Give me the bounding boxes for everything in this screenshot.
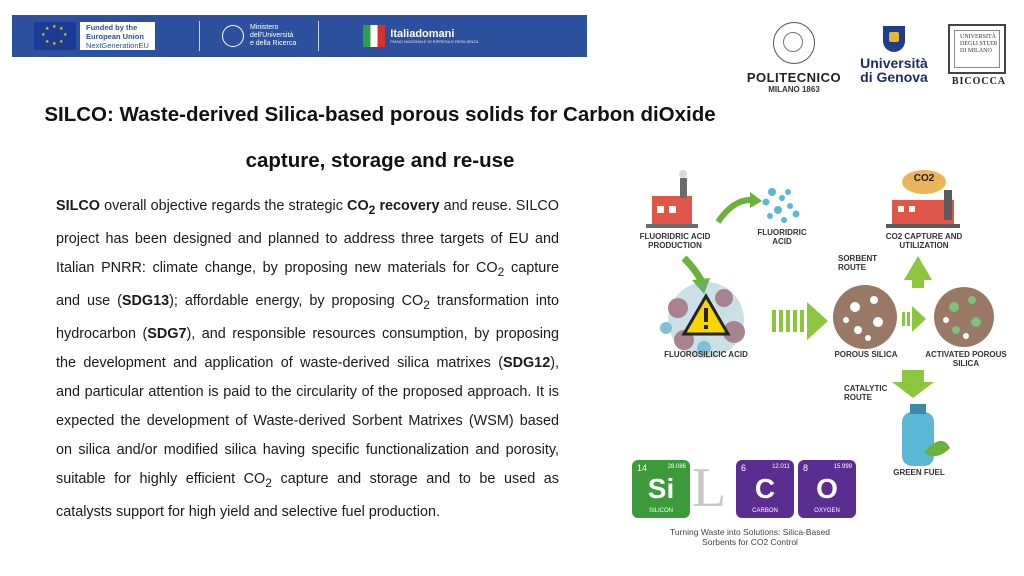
subscript: 2: [423, 297, 430, 312]
co2-bold-text: CO: [347, 198, 369, 214]
subscript: 2: [368, 202, 376, 217]
unige-shield-icon: [883, 26, 905, 52]
polimi-logo: [744, 22, 844, 94]
arrow-icon: [718, 200, 754, 222]
o-name: OXYGEN: [814, 508, 840, 514]
c-mass: 12.011: [772, 464, 790, 470]
label-catalytic-route: CATALYTIC ROUTE: [844, 384, 888, 402]
objective-paragraph: [56, 192, 559, 527]
italiadomani-text: Italiadomani: [390, 28, 455, 40]
bicocca-logo: [948, 24, 1010, 90]
text-run: transformation into hydrocarbon (: [56, 292, 559, 342]
italiadomani-subtitle: PIANO NAZIONALE DI RIPRESA E RESILIENZA: [390, 39, 479, 44]
label-porous-silica: POROUS SILICA: [834, 350, 898, 359]
logo-caption: [630, 527, 870, 547]
caption-line1: Turning Waste into Solutions: Silica-Based: [669, 527, 830, 537]
mur-line3: e della Ricerca: [249, 40, 297, 47]
eu-funding-text: [80, 22, 155, 50]
mur-line2: dell'Università: [249, 32, 294, 39]
title-line2: capture, storage and re-use: [245, 149, 515, 172]
process-diagram-graphic: [606, 170, 1006, 475]
eu-line3: NextGenerationEU: [86, 40, 149, 50]
si-mass: 28.086: [667, 464, 686, 470]
text-run: and reuse. SILCO project has been designed and planned to address three targets of EU and Italian PNRR: climate change, by proposing new materials for CO: [56, 198, 559, 276]
polimi-city: MILANO 1863: [768, 85, 820, 94]
o-mass: 15.999: [833, 464, 852, 470]
polimi-name: POLITECNICO: [746, 70, 842, 85]
text-run: ), and responsible resources consumption, by proposing the development and application of waste-derived silica matrixes (: [56, 325, 559, 371]
si-number: 14: [637, 463, 648, 473]
silco-bold: SILCO: [56, 198, 100, 214]
c-symbol: C: [754, 473, 776, 504]
eu-flag-icon: ★ ★ ★ ★ ★ ★ ★ ★: [34, 22, 76, 50]
sdg13-bold: SDG13: [121, 292, 170, 309]
oxygen-piece: [798, 460, 856, 518]
bicocca-name: BICOCCA: [951, 76, 1007, 87]
sdg7-bold: SDG7: [147, 325, 187, 342]
text-run: capture and use (: [56, 259, 560, 309]
process-diagram: [606, 170, 1006, 475]
c-number: 6: [741, 463, 747, 473]
bicocca-small-text: UNIVERSITÀ DEGLI STUDI DI MILANO: [960, 34, 998, 54]
mur-logo: [222, 24, 296, 48]
label-fluoridric-acid: FLUORIDRIC ACID: [757, 228, 807, 246]
label-sorbent-route: SORBENT ROUTE: [838, 254, 878, 272]
text-run: overall objective regards the strategic: [99, 198, 348, 214]
striped-arrow-icon: [772, 302, 828, 340]
carbon-piece: [736, 460, 794, 518]
label-fluorosilicic-acid: FLUOROSILICIC ACID: [664, 350, 748, 359]
eu-line2: European Union: [86, 31, 144, 41]
polimi-seal-icon: [773, 22, 815, 64]
porous-silica-icon: [833, 285, 897, 349]
caption-line2: Sorbents for CO2 Control: [702, 537, 798, 547]
arrow-up-icon: [904, 256, 932, 288]
eu-line1: Funded by the: [86, 22, 138, 32]
label-co2-cloud: CO2: [913, 173, 935, 184]
co2-bold: [347, 198, 440, 217]
label-green-fuel: GREEN FUEL: [893, 468, 945, 477]
text-run: ), and particular attention is paid to the circularity of the proposed approach. It is expected the development of Waste-derived Sorbent Matrixes (WSM) based on silica and/or modified silica having specific functionalization and porosity, suitable for highly efficient CO: [56, 354, 559, 487]
subscript: 2: [497, 264, 505, 279]
si-symbol: Si: [647, 473, 675, 504]
green-fuel-cylinder-icon: [902, 404, 950, 466]
activated-porous-silica-icon: [934, 287, 994, 347]
sdg12-bold: SDG12: [503, 354, 551, 371]
si-name: SILICON: [648, 508, 673, 514]
unige-logo: [858, 26, 930, 84]
bicocca-mark-icon: [948, 24, 1006, 74]
label-fluoridric-production: FLUORIDRIC ACID PRODUCTION: [639, 232, 711, 250]
fluorosilicic-acid-icon: [660, 282, 745, 358]
banner-divider: [318, 21, 319, 51]
funding-banner: [12, 15, 587, 57]
italia-flag-icon: [363, 25, 385, 47]
label-activated-silica: ACTIVATED POROUS SILICA: [925, 350, 1007, 368]
title-line1: SILCO: Waste-derived Silica-based porous solids for Carbon diOxide: [44, 103, 716, 126]
o-number: 8: [803, 463, 809, 473]
arrow-down-fuel-icon: [892, 370, 934, 398]
recovery-bold: recovery: [375, 198, 440, 214]
unige-line2: di Genova: [860, 69, 928, 85]
o-symbol: O: [816, 473, 838, 504]
arrow-down-icon: [684, 258, 702, 282]
mur-line1: Ministero: [249, 24, 279, 31]
banner-divider: [199, 21, 200, 51]
silicon-piece: [632, 460, 690, 518]
factory-icon: [646, 170, 698, 228]
italiadomani-logo: [363, 25, 478, 47]
subscript: 2: [265, 475, 272, 490]
republic-seal-icon: [222, 25, 244, 47]
fluoridric-acid-icon: [763, 188, 800, 223]
unige-line1: Università: [860, 55, 928, 71]
text-run: ); affordable energy, by proposing CO: [169, 292, 424, 309]
text-run: capture and storage and to be used as catalysts support for high yield and selective fuel production.: [56, 470, 559, 520]
silco-puzzle-logo: [626, 458, 866, 520]
label-co2-capture: CO2 CAPTURE AND UTILIZATION: [885, 232, 963, 250]
letter-l: L: [692, 457, 727, 519]
c-name: CARBON: [752, 508, 778, 514]
